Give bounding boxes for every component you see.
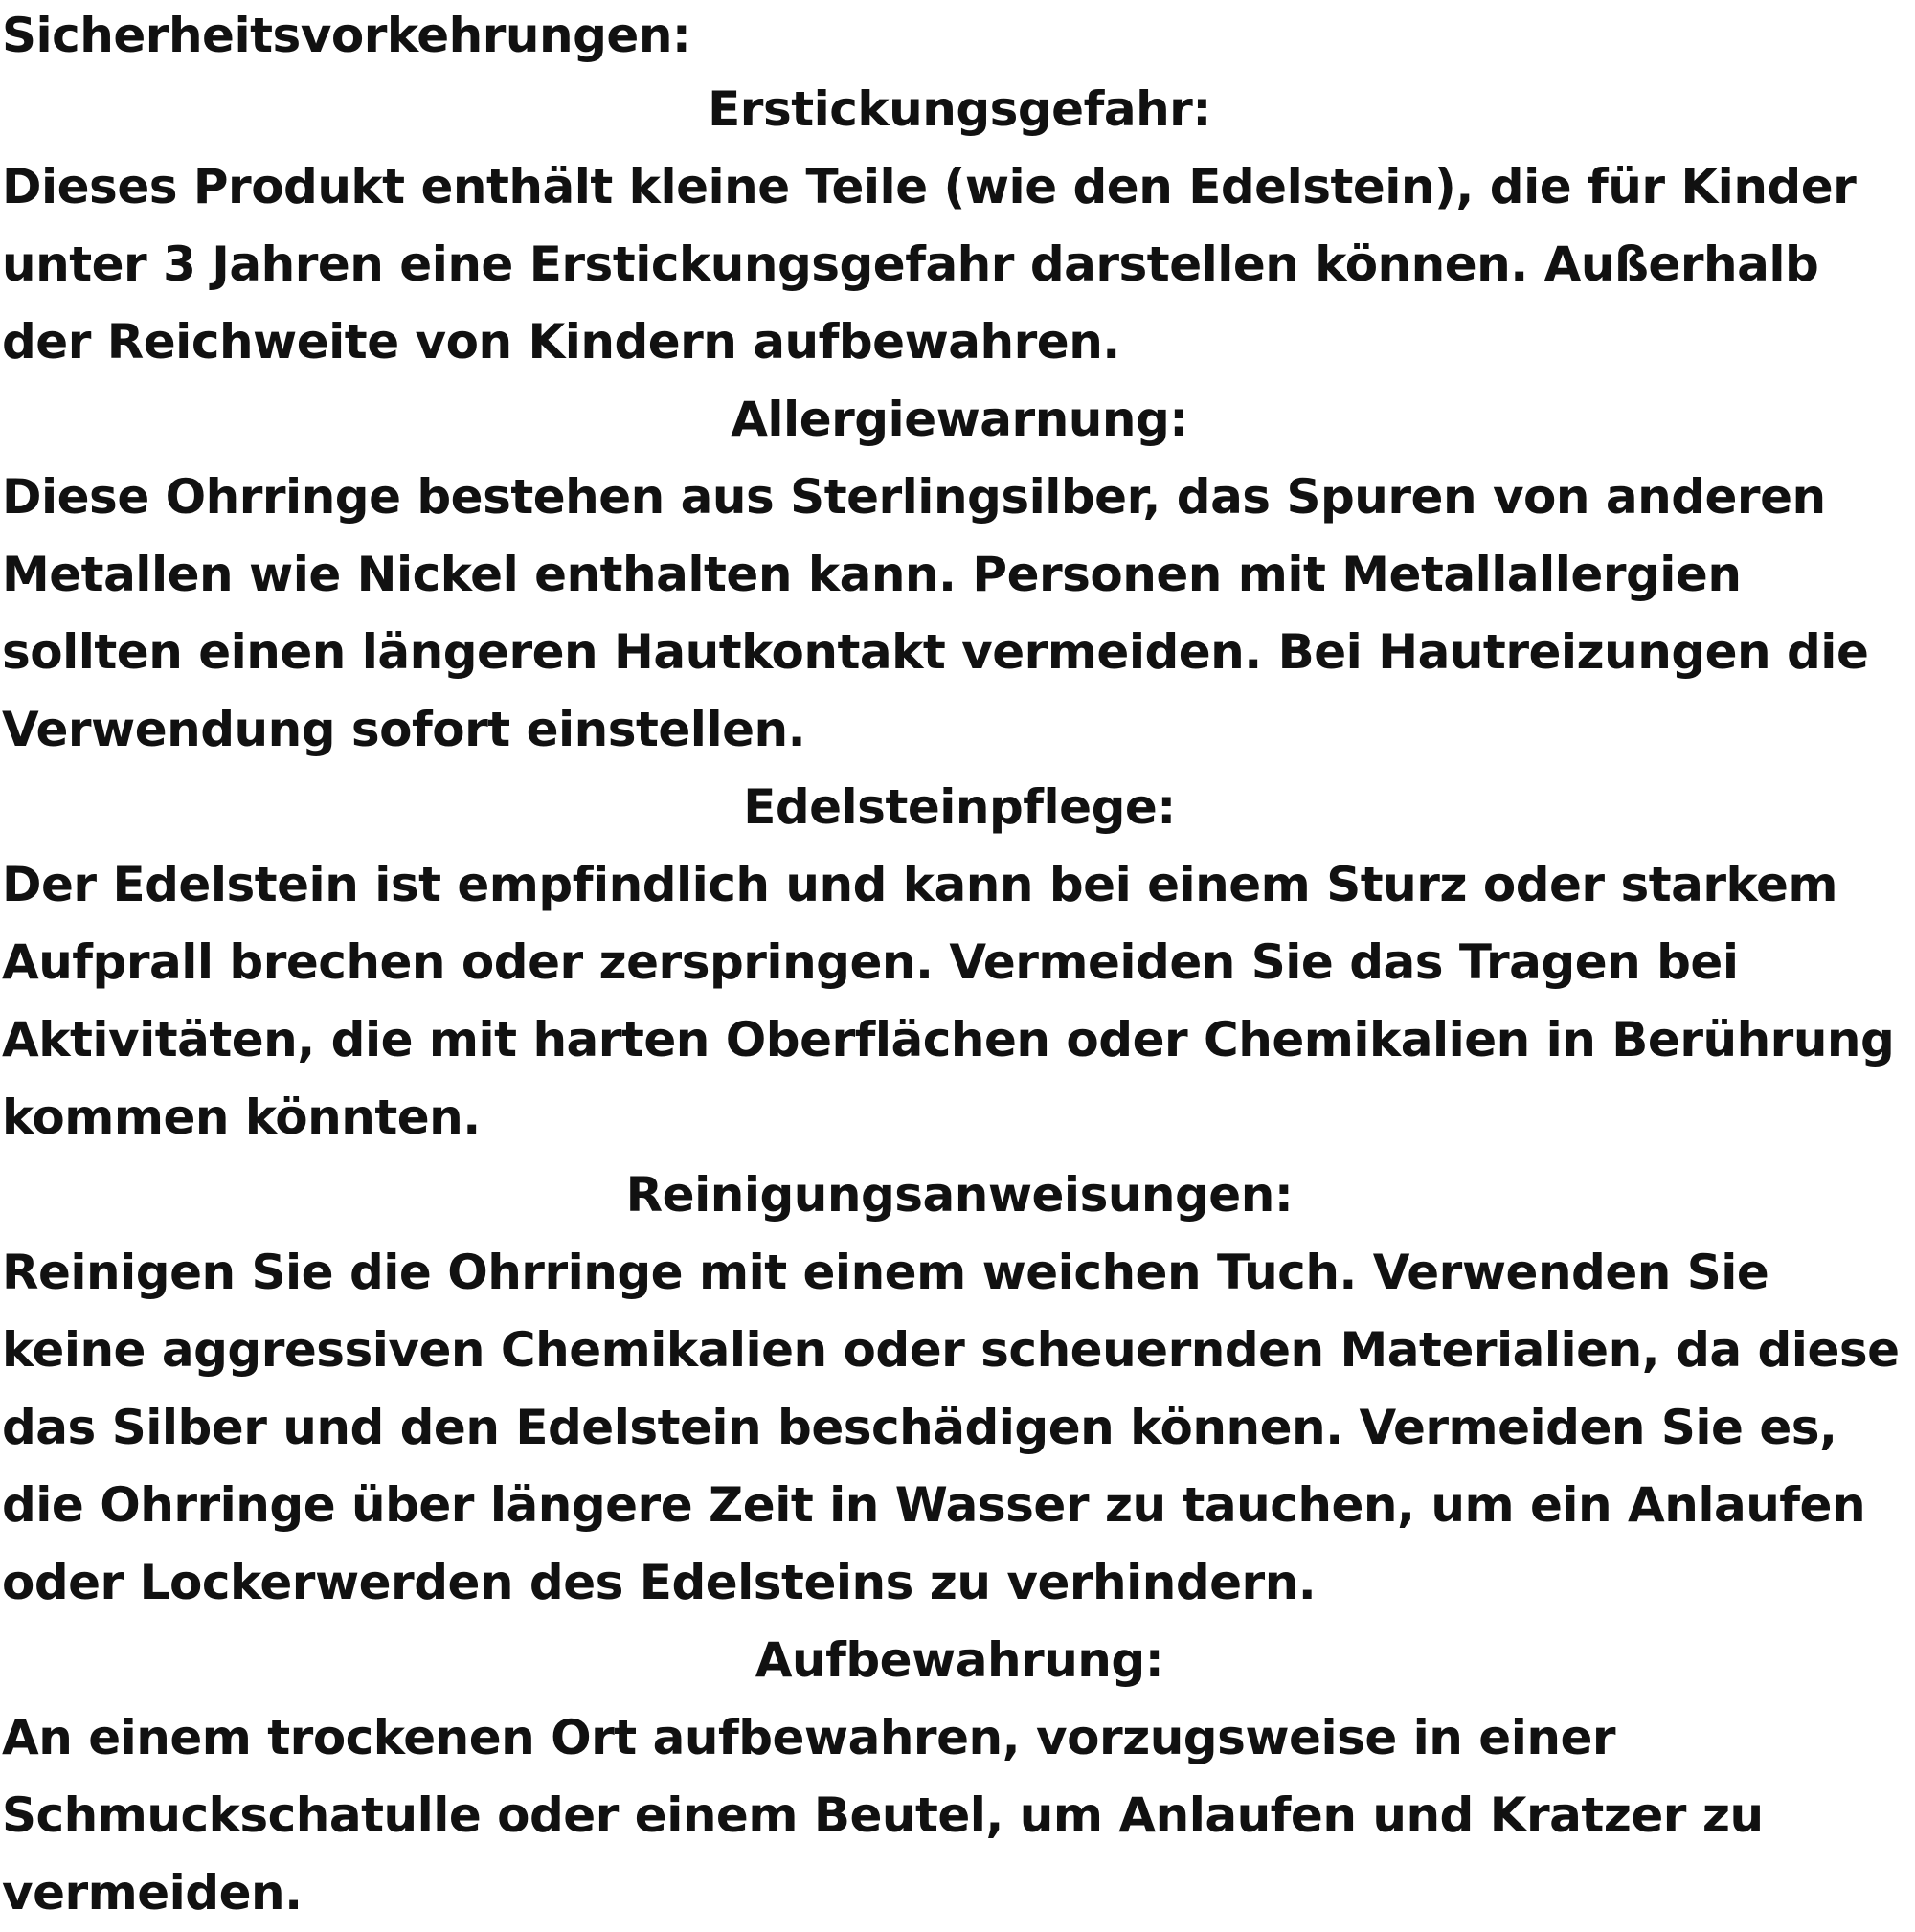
section-choking-hazard [2, 71, 1915, 381]
section-storage [2, 1622, 1915, 1932]
body-line: Reinigen Sie die Ohrringe mit einem weichen Tuch. Verwenden Sie [2, 1245, 1769, 1300]
section-body [2, 1699, 1915, 1932]
body-line: kommen könnten. [2, 1090, 481, 1145]
body-line: der Reichweite von Kindern aufbewahren. [2, 314, 1120, 370]
section-gemstone-care [2, 769, 1915, 1157]
section-body [2, 1234, 1915, 1622]
body-line: unter 3 Jahren eine Erstickungsgefahr darstellen können. Außerhalb [2, 236, 1819, 292]
body-line: Diese Ohrringe bestehen aus Sterlingsilber, das Spuren von anderen [2, 469, 1826, 525]
section-body [2, 459, 1915, 769]
body-line: vermeiden. [2, 1865, 303, 1921]
body-line: Dieses Produkt enthält kleine Teile (wie den Edelstein), die für Kinder [2, 159, 1857, 214]
document-title: Sicherheitsvorkehrungen: [2, 8, 691, 63]
section-heading: Aufbewahrung: [755, 1632, 1164, 1688]
section-heading: Allergiewarnung: [731, 392, 1188, 447]
body-line: die Ohrringe über längere Zeit in Wasser zu tauchen, um ein Anlaufen [2, 1477, 1866, 1533]
body-line: keine aggressiven Chemikalien oder scheuernden Materialien, da diese [2, 1322, 1900, 1378]
body-line: Aktivitäten, die mit harten Oberflächen oder Chemikalien in Berührung [2, 1012, 1895, 1067]
body-line: Der Edelstein ist empfindlich und kann bei einem Sturz oder starkem [2, 857, 1837, 912]
body-line: das Silber und den Edelstein beschädigen können. Vermeiden Sie es, [2, 1400, 1837, 1455]
body-line: Schmuckschatulle oder einem Beutel, um Anlaufen und Kratzer zu [2, 1787, 1764, 1843]
section-heading: Reinigungsanweisungen: [625, 1167, 1294, 1223]
body-line: Verwendung sofort einstellen. [2, 702, 806, 757]
section-cleaning-instructions [2, 1157, 1915, 1622]
section-body [2, 148, 1915, 381]
section-body [2, 846, 1915, 1157]
section-heading: Edelsteinpflege: [743, 779, 1176, 835]
section-heading: Erstickungsgefahr: [708, 81, 1211, 137]
body-line: An einem trockenen Ort aufbewahren, vorzugsweise in einer [2, 1710, 1616, 1765]
body-line: sollten einen längeren Hautkontakt vermeiden. Bei Hautreizungen die [2, 624, 1869, 680]
body-line: oder Lockerwerden des Edelsteins zu verhindern. [2, 1555, 1317, 1610]
body-line: Aufprall brechen oder zerspringen. Vermeiden Sie das Tragen bei [2, 934, 1739, 990]
body-line: Metallen wie Nickel enthalten kann. Personen mit Metallallergien [2, 547, 1742, 602]
section-allergy-warning [2, 381, 1915, 769]
